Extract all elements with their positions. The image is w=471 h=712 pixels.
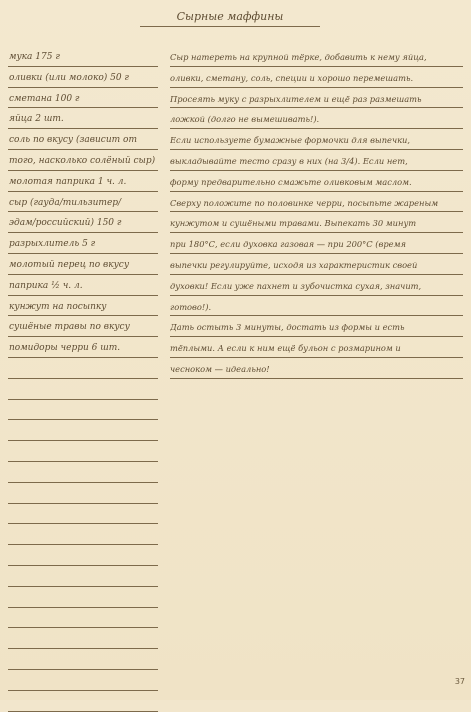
method-line: Дать остыть 3 минуты, достать из формы и есть	[170, 316, 463, 337]
method-line: чесноком — идеально!	[170, 358, 463, 379]
ingredient-line	[8, 649, 158, 670]
method-line: духовки! Если уже пахнет и зубочистка сухая, значит,	[170, 275, 463, 296]
method-line: Если используете бумажные формочки для выпечки,	[170, 129, 463, 150]
ingredient-line	[8, 400, 158, 421]
ingredient-line: эдам/российский) 150 г	[8, 212, 158, 233]
ingredient-line	[8, 379, 158, 400]
ingredient-line: помидоры черри 6 шт.	[8, 337, 158, 358]
ingredient-line	[8, 524, 158, 545]
ingredient-line	[8, 483, 158, 504]
ingredient-line	[8, 566, 158, 587]
method-line: тёплыми. А если к ним ещё бульон с розмарином и	[170, 337, 463, 358]
ingredient-line: молотая паприка 1 ч. л.	[8, 171, 158, 192]
ingredient-line: сметана 100 г	[8, 88, 158, 109]
method-line: Просеять муку с разрыхлителем и ещё раз размешать	[170, 88, 463, 109]
ingredient-line	[8, 462, 158, 483]
method-line: выкладывайте тесто сразу в них (на 3/4). Если нет,	[170, 150, 463, 171]
ingredient-line	[8, 670, 158, 691]
ingredient-line	[8, 358, 158, 379]
method-line: форму предварительно смажьте оливковым маслом.	[170, 171, 463, 192]
recipe-title: Сырные маффины	[176, 10, 284, 23]
page-number: 37	[454, 677, 465, 686]
method-line: Сверху положите по половинке черри, посыпьте жареным	[170, 192, 463, 213]
ingredient-line: соль по вкусу (зависит от	[8, 129, 158, 150]
ingredient-line	[8, 587, 158, 608]
ingredient-line	[8, 545, 158, 566]
ingredient-line	[8, 420, 158, 441]
ingredient-line: паприка ½ ч. л.	[8, 275, 158, 296]
ingredient-line: яйца 2 шт.	[8, 108, 158, 129]
method-line: при 180°С, если духовка газовая — при 200°С (время	[170, 233, 463, 254]
method-line: выпечки регулируйте, исходя из характеристик своей	[170, 254, 463, 275]
ingredient-line: сушёные травы по вкусу	[8, 316, 158, 337]
ingredient-line	[8, 608, 158, 629]
ingredient-line: того, насколько солёный сыр)	[8, 150, 158, 171]
ingredient-line: мука 175 г	[8, 46, 158, 67]
method-line: готово!).	[170, 296, 463, 317]
ingredient-line	[8, 691, 158, 712]
ingredient-line: кунжут на посыпку	[8, 296, 158, 317]
ingredients-list	[8, 46, 158, 712]
title-underline	[140, 26, 320, 27]
method-line: ложкой (долго не вымешивать!).	[170, 108, 463, 129]
method-steps	[170, 46, 463, 379]
method-line: оливки, сметану, соль, специи и хорошо перемешать.	[170, 67, 463, 88]
ingredient-line	[8, 628, 158, 649]
ingredient-line: разрыхлитель 5 г	[8, 233, 158, 254]
ingredient-line: сыр (гауда/тильзитер/	[8, 192, 158, 213]
ingredient-line: оливки (или молоко) 50 г	[8, 67, 158, 88]
ingredient-line: молотый перец по вкусу	[8, 254, 158, 275]
ingredient-line	[8, 504, 158, 525]
method-line: Сыр натереть на крупной тёрке, добавить к нему яйца,	[170, 46, 463, 67]
method-line: кунжутом и сушёными травами. Выпекать 30 минут	[170, 212, 463, 233]
ingredient-line	[8, 441, 158, 462]
